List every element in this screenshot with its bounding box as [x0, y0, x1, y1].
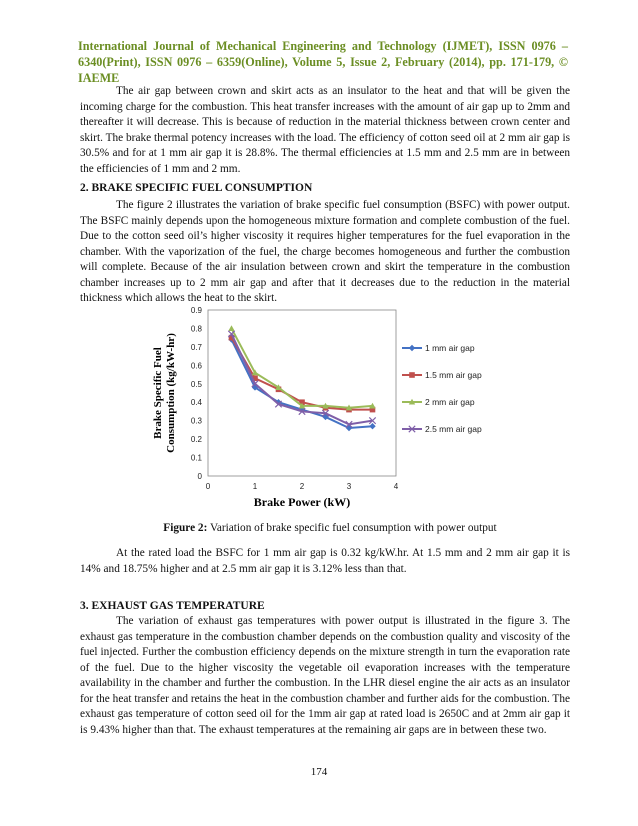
- series-line: [232, 338, 373, 410]
- y-tick-label: 0.6: [190, 361, 202, 371]
- y-axis-label-line1: Brake Specific Fuel: [152, 347, 164, 439]
- x-tick-label: 3: [346, 482, 352, 491]
- legend-item: [402, 370, 482, 380]
- series-line: [232, 340, 373, 429]
- y-tick-label: 0.2: [190, 435, 202, 445]
- series-line: [232, 328, 373, 407]
- y-tick-label: 0: [197, 472, 202, 481]
- legend-label: 1.5 mm air gap: [425, 370, 482, 380]
- section-2-paragraph-text: The figure 2 illustrates the variation of brake specific fuel consumption (BSFC) with power output. The BSFC mainly depends upon the homogeneous mixture formation and complete combustion of the fuel. Due to the cotton seed oil’s higher viscosity it requires higher temperatures for the fuel evaporation in the chamber. With the vaporization of the fuel, the charge becomes homogeneous and further the combustion will complete. Because of the air insulation between crown and skirt the temperature in the combustion chamber increases up to 2 mm air gap and after that it decreases due to the reduction in the material thickness which allows the heat to the skirt.: [80, 199, 570, 304]
- rated-load-paragraph-text: At the rated load the BSFC for 1 mm air gap is 0.32 kg/kW.hr. At 1.5 mm and 2 mm air gap it is 14% and 18.75% higher and at 2.5 mm air gap it is 3.12% less than that.: [80, 547, 570, 575]
- journal-header: International Journal of Mechanical Engineering and Technology (IJMET), ISSN 0976 – 6340(Print), ISSN 0976 – 6359(Online), Volume 5, Issue 2, February (2014), pp. 171-179, © IAEME: [78, 39, 568, 85]
- page-number: 174: [310, 766, 328, 778]
- section-3-paragraph: [80, 614, 570, 738]
- x-tick-label: 4: [393, 482, 399, 491]
- y-tick-label: 0.8: [190, 324, 202, 334]
- chart-series-group: [228, 325, 375, 431]
- legend-item: [402, 397, 475, 407]
- data-point: [228, 325, 234, 331]
- x-tick-label: 0: [205, 482, 211, 491]
- y-tick-label: 0.3: [190, 416, 202, 426]
- section-3-title: 3. EXHAUST GAS TEMPERATURE: [80, 600, 265, 612]
- x-tick-label: 2: [299, 482, 305, 491]
- figure-2-caption-label: Figure 2:: [163, 522, 208, 534]
- x-tick-label: 1: [252, 482, 258, 491]
- data-point: [409, 372, 415, 378]
- y-tick-label: 0.9: [190, 306, 202, 315]
- figure-2-caption-text: Variation of brake specific fuel consumption with power output: [207, 522, 497, 534]
- series-1: [228, 336, 375, 431]
- data-point: [409, 345, 415, 351]
- figure-2-caption: [120, 522, 540, 534]
- plot-area-border: [208, 310, 396, 476]
- bsfc-chart: [140, 296, 510, 516]
- series-3: [228, 325, 375, 410]
- legend-item: [402, 424, 482, 434]
- intro-paragraph: [80, 84, 570, 177]
- legend-label: 2.5 mm air gap: [425, 424, 482, 434]
- chart-legend: [402, 343, 482, 434]
- y-axis-label-line2: Consumption (kg/kW-hr): [165, 333, 177, 453]
- x-axis-label: Brake Power (kW): [253, 495, 351, 509]
- y-tick-label: 0.5: [190, 379, 202, 389]
- section-2-title: 2. BRAKE SPECIFIC FUEL CONSUMPTION: [80, 182, 313, 194]
- intro-paragraph-text: The air gap between crown and skirt acts as an insulator to the heat and that will be given the incoming charge for the combustion. This heat transfer increases with the amount of air gap up to 2mm and thereafter it will decrease. This is because of reduction in the material thickness between crown center and skirt. The brake thermal potency increases with the load. The efficiency of cotton seed oil at 2 mm air gap is 30.5% and for at 1 mm air gap it is 28.8%. The thermal efficiencies at 1.5 mm and 2.5 mm are in between the efficiencies of 1 mm and 2 mm.: [80, 85, 570, 175]
- legend-item: [402, 343, 475, 353]
- legend-label: 2 mm air gap: [425, 397, 475, 407]
- section-2-paragraph: [80, 198, 570, 307]
- legend-label: 1 mm air gap: [425, 343, 475, 353]
- section-3-paragraph-text: The variation of exhaust gas temperatures with power output is illustrated in the figure 3. The exhaust gas temperature in the combustion chamber depends on the combustion quality and viscosity of the fuel injected. Further the combustion efficiency depends on the mixture strength in turn the evaporation rate of the fuel. Due to the higher viscosity the vegetable oil evaporation increases with the temperature availability in the chamber and further the combustion. In the LHR diesel engine the air acts as an insulator for the heat transfer and retains the heat in the combustion chamber and further aids for the combustion. The exhaust gas temperature of cotton seed oil for the 1mm air gap at rated load is 2650C and at 2mm air gap it is 9.43% higher than that. The exhaust temperatures at the remaining air gaps are in between these two.: [80, 615, 570, 736]
- rated-load-paragraph: [80, 546, 570, 577]
- y-tick-label: 0.7: [190, 342, 202, 352]
- y-tick-label: 0.4: [190, 398, 202, 408]
- y-tick-label: 0.1: [190, 453, 202, 463]
- data-point: [369, 423, 375, 429]
